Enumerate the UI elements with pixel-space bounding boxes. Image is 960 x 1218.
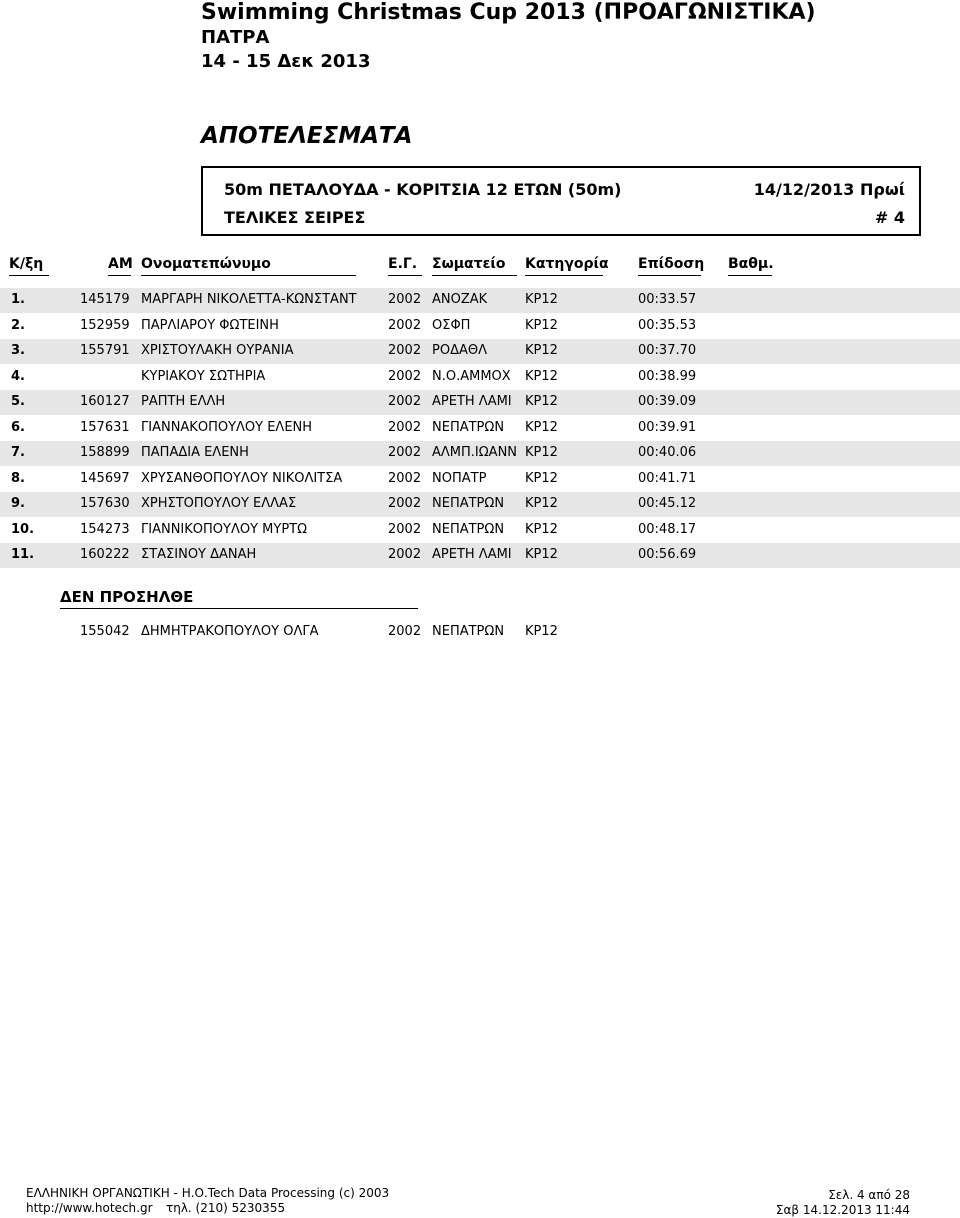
footer-page: Σελ. 4 από 28	[828, 1188, 910, 1202]
result-club: Ν.Ο.ΑΜΜΟΧ	[432, 369, 511, 384]
result-rank: 4.	[11, 369, 25, 384]
dns-year: 2002	[388, 624, 422, 639]
result-year: 2002	[388, 445, 422, 460]
result-category: ΚΡ12	[525, 445, 558, 460]
footer-phone: τηλ. (210) 5230355	[166, 1201, 286, 1215]
result-time: 00:39.91	[638, 420, 697, 435]
table-row	[0, 390, 960, 415]
result-rank: 9.	[11, 496, 25, 511]
underline-category	[525, 275, 603, 276]
footer-site: http://www.hotech.gr	[26, 1201, 153, 1215]
result-am: 160222	[80, 547, 130, 562]
underline-points	[728, 275, 772, 276]
result-club: ΑΛΜΠ.ΙΩΑΝΝ	[432, 445, 518, 460]
table-row	[0, 314, 960, 339]
result-name: ΠΑΠΑΔΙΑ ΕΛΕΝΗ	[141, 445, 249, 460]
result-year: 2002	[388, 522, 422, 537]
result-time: 00:38.99	[638, 369, 697, 384]
result-time: 00:37.70	[638, 343, 697, 358]
result-name: ΠΑΡΛΙΑΡΟΥ ΦΩΤΕΙΝΗ	[141, 318, 279, 333]
result-club: ΝΕΠΑΤΡΩΝ	[432, 496, 505, 511]
event-number: # 4	[874, 208, 905, 227]
result-name: ΧΡΥΣΑΝΘΟΠΟΥΛΟΥ ΝΙΚΟΛΙΤΣΑ	[141, 471, 343, 486]
result-am: 154273	[80, 522, 130, 537]
footer-printed: Σαβ 14.12.2013 11:44	[775, 1203, 910, 1217]
result-category: ΚΡ12	[525, 343, 558, 358]
result-name: ΚΥΡΙΑΚΟΥ ΣΩΤΗΡΙΑ	[141, 369, 266, 384]
col-category: Κατηγορία	[525, 256, 609, 272]
result-club: ΑΝΟΖΑΚ	[432, 292, 488, 307]
result-name: ΜΑΡΓΑΡΗ ΝΙΚΟΛΕΤΤΑ-ΚΩΝΣΤΑΝΤ	[141, 292, 357, 307]
table-row	[0, 518, 960, 543]
result-rank: 7.	[11, 445, 25, 460]
footer-org: ΕΛΛΗΝΙΚΗ ΟΡΓΑΝΩΤΙΚΗ - Η.Ο.Tech Data Processing (c) 2003	[26, 1186, 390, 1200]
result-year: 2002	[388, 471, 422, 486]
col-rank: Κ/ξη	[9, 256, 44, 272]
col-time: Επίδοση	[638, 256, 705, 272]
dns-row	[0, 620, 960, 645]
event-name: 50m ΠΕΤΑΛΟΥΔΑ - ΚΟΡΙΤΣΙΑ 12 ΕΤΩΝ (50m)	[224, 180, 622, 199]
result-year: 2002	[388, 547, 422, 562]
meet-city: ΠΑΤΡΑ	[201, 27, 270, 48]
result-time: 00:35.53	[638, 318, 697, 333]
result-club: ΑΡΕΤΗ ΛΑΜΙ	[432, 394, 512, 409]
result-am: 145179	[80, 292, 130, 307]
result-time: 00:40.06	[638, 445, 697, 460]
result-am: 145697	[80, 471, 130, 486]
result-rank: 2.	[11, 318, 25, 333]
event-box	[201, 166, 921, 236]
dns-heading: ΔΕΝ ΠΡΟΣΗΛΘΕ	[60, 588, 194, 606]
col-points: Βαθμ.	[728, 256, 774, 272]
col-year: Ε.Γ.	[388, 256, 418, 272]
result-name: ΓΙΑΝΝΑΚΟΠΟΥΛΟΥ ΕΛΕΝΗ	[141, 420, 313, 435]
result-club: ΑΡΕΤΗ ΛΑΜΙ	[432, 547, 512, 562]
result-name: ΣΤΑΣΙΝΟΥ ΔΑΝΑΗ	[141, 547, 257, 562]
result-club: ΝΕΠΑΤΡΩΝ	[432, 522, 505, 537]
result-name: ΧΡΗΣΤΟΠΟΥΛΟΥ ΕΛΛΑΣ	[141, 496, 297, 511]
underline-name	[141, 275, 356, 276]
result-club: ΝΕΠΑΤΡΩΝ	[432, 420, 505, 435]
table-row	[0, 441, 960, 466]
result-year: 2002	[388, 496, 422, 511]
underline-rank	[9, 275, 49, 276]
result-time: 00:33.57	[638, 292, 697, 307]
dns-club: ΝΕΠΑΤΡΩΝ	[432, 624, 505, 639]
meet-title: Swimming Christmas Cup 2013 (ΠΡΟΑΓΩΝΙΣΤΙΚΑ)	[201, 0, 816, 25]
table-row	[0, 492, 960, 517]
dns-category: ΚΡ12	[525, 624, 558, 639]
meet-dates: 14 - 15 Δεκ 2013	[201, 51, 371, 72]
result-time: 00:39.09	[638, 394, 697, 409]
event-round: ΤΕΛΙΚΕΣ ΣΕΙΡΕΣ	[224, 208, 366, 227]
result-category: ΚΡ12	[525, 471, 558, 486]
result-category: ΚΡ12	[525, 292, 558, 307]
dns-name: ΔΗΜΗΤΡΑΚΟΠΟΥΛΟΥ ΟΛΓΑ	[141, 624, 319, 639]
result-year: 2002	[388, 394, 422, 409]
result-category: ΚΡ12	[525, 496, 558, 511]
result-time: 00:56.69	[638, 547, 697, 562]
result-category: ΚΡ12	[525, 318, 558, 333]
result-time: 00:48.17	[638, 522, 697, 537]
result-category: ΚΡ12	[525, 420, 558, 435]
table-row	[0, 365, 960, 390]
table-row	[0, 288, 960, 313]
result-rank: 5.	[11, 394, 25, 409]
result-name: ΓΙΑΝΝΙΚΟΠΟΥΛΟΥ ΜΥΡΤΩ	[141, 522, 308, 537]
table-row	[0, 467, 960, 492]
result-club: ΡΟΔΑΘΛ	[432, 343, 487, 358]
underline-time	[638, 275, 701, 276]
table-row	[0, 339, 960, 364]
result-year: 2002	[388, 343, 422, 358]
result-club: ΟΣΦΠ	[432, 318, 471, 333]
table-row	[0, 543, 960, 568]
underline-club	[432, 275, 517, 276]
results-title: ΑΠΟΤΕΛΕΣΜΑΤΑ	[201, 123, 413, 149]
result-year: 2002	[388, 292, 422, 307]
result-club: ΝΟΠΑΤΡ	[432, 471, 487, 486]
result-rank: 10.	[11, 522, 35, 537]
col-name: Ονοματεπώνυμο	[141, 256, 271, 272]
result-rank: 11.	[11, 547, 35, 562]
result-am: 157630	[80, 496, 130, 511]
result-am: 155791	[80, 343, 130, 358]
table-row	[0, 416, 960, 441]
result-am: 158899	[80, 445, 130, 460]
result-name: ΡΑΠΤΗ ΕΛΛΗ	[141, 394, 226, 409]
dns-am: 155042	[80, 624, 130, 639]
event-datetime: 14/12/2013 Πρωί	[753, 180, 905, 199]
col-club: Σωματείο	[432, 256, 506, 272]
result-category: ΚΡ12	[525, 394, 558, 409]
result-category: ΚΡ12	[525, 547, 558, 562]
result-rank: 8.	[11, 471, 25, 486]
result-rank: 6.	[11, 420, 25, 435]
result-time: 00:45.12	[638, 496, 697, 511]
result-year: 2002	[388, 420, 422, 435]
result-year: 2002	[388, 318, 422, 333]
result-year: 2002	[388, 369, 422, 384]
underline-am	[108, 275, 131, 276]
result-rank: 1.	[11, 292, 25, 307]
result-am: 152959	[80, 318, 130, 333]
result-category: ΚΡ12	[525, 522, 558, 537]
result-category: ΚΡ12	[525, 369, 558, 384]
result-am: 157631	[80, 420, 130, 435]
col-am: AM	[108, 256, 133, 272]
underline-year	[388, 275, 422, 276]
result-am: 160127	[80, 394, 130, 409]
result-rank: 3.	[11, 343, 25, 358]
dns-underline	[60, 608, 418, 609]
result-time: 00:41.71	[638, 471, 697, 486]
result-name: ΧΡΙΣΤΟΥΛΑΚΗ ΟΥΡΑΝΙΑ	[141, 343, 294, 358]
